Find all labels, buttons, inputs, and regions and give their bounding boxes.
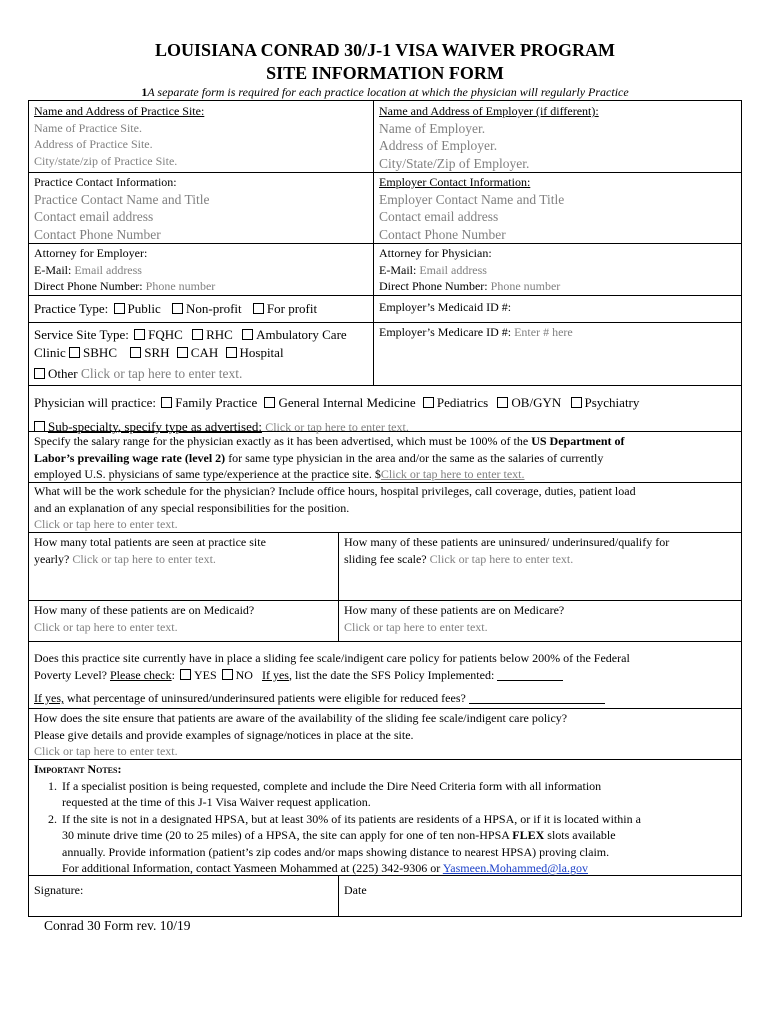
ambulatory-care-label: Ambulatory Care — [256, 327, 347, 342]
divider — [28, 322, 742, 323]
salary-text-2: for same type physician in the area and/or the same as the salaries of currently — [225, 450, 604, 465]
clinic-label: Clinic — [34, 345, 66, 360]
salary-field[interactable]: Click or tap here to enter text. — [380, 467, 525, 481]
practice-contact-name-field[interactable]: Practice Contact Name and Title — [34, 191, 210, 207]
patients-uninsured-question: How many of these patients are uninsured/ underinsured/qualify for — [344, 535, 670, 549]
practice-name-field[interactable]: Name of Practice Site. — [34, 120, 142, 135]
patients-medicaid-question: How many of these patients are on Medicaid? — [34, 603, 255, 617]
other-field[interactable]: Click or tap here to enter text. — [80, 366, 243, 381]
schedule-question-1: What will be the work schedule for the physician? Include office hours, hospital privileges, call coverage, duties, patient load — [34, 484, 636, 498]
attorney-physician-section — [379, 245, 560, 295]
rhc-checkbox[interactable] — [192, 329, 203, 340]
psychiatry-checkbox[interactable] — [571, 397, 582, 408]
ambulatory-care-checkbox[interactable] — [242, 329, 253, 340]
sfs-yes-label: YES — [193, 668, 217, 682]
signature-field[interactable] — [100, 878, 334, 914]
employer-heading: Name and Address of Employer (if different): — [379, 104, 599, 118]
employer-name-field[interactable]: Name of Employer. — [379, 120, 486, 136]
cah-checkbox[interactable] — [177, 347, 188, 358]
column-divider — [338, 532, 339, 641]
srh-checkbox[interactable] — [130, 347, 141, 358]
rhc-label: RHC — [206, 327, 233, 342]
date-label: Date — [344, 883, 367, 897]
attorney-physician-email-field[interactable]: Email address — [419, 262, 487, 277]
other-checkbox[interactable] — [34, 368, 45, 379]
public-checkbox[interactable] — [114, 303, 125, 314]
form-note — [0, 85, 770, 100]
salary-text-1: Specify the salary range for the physician exactly as it has been advertised, which must be 100% of the — [34, 434, 532, 448]
attorney-physician-phone-label: Direct Phone Number: — [379, 279, 488, 293]
awareness-field[interactable]: Click or tap here to enter text. — [34, 744, 178, 758]
patients-uninsured-field[interactable]: Click or tap here to enter text. — [429, 551, 574, 566]
form-subtitle: SITE INFORMATION FORM — [266, 63, 504, 83]
sbhc-label: SBHC — [83, 345, 117, 360]
subspecialty-checkbox[interactable] — [34, 421, 45, 432]
patients-medicare-section — [344, 602, 564, 635]
attorney-physician-heading: Attorney for Physician: — [379, 246, 492, 260]
employer-address-field[interactable]: Address of Employer. — [379, 138, 498, 153]
service-site-label: Service Site Type: — [34, 327, 129, 342]
employer-contact-name-field[interactable]: Employer Contact Name and Title — [379, 191, 565, 207]
awareness-section — [34, 710, 740, 760]
subspecialty-label: Sub-specialty, specify type as advertised: — [48, 419, 262, 434]
other-label: Other — [48, 366, 78, 381]
medicare-id-row — [379, 324, 573, 341]
practice-contact-heading: Practice Contact Information: — [34, 175, 177, 189]
internal-medicine-checkbox[interactable] — [264, 397, 275, 408]
sliding-fee-poverty: Poverty Level? — [34, 668, 110, 682]
date-field[interactable] — [380, 878, 738, 914]
patients-uninsured-section — [344, 534, 669, 567]
awareness-question-2: Please give details and provide examples of signage/notices in place at the site. — [34, 727, 414, 742]
practice-city-field[interactable]: City/state/zip of Practice Site. — [34, 153, 178, 168]
schedule-field[interactable]: Click or tap here to enter text. — [34, 517, 178, 531]
fqhc-label: FQHC — [148, 327, 183, 342]
practice-contact-phone-field[interactable]: Contact Phone Number — [34, 226, 161, 242]
srh-label: SRH — [144, 345, 170, 360]
sfs-yes-checkbox[interactable] — [180, 669, 191, 680]
practice-contact-email-field[interactable]: Contact email address — [34, 209, 154, 224]
medicare-id-label: Employer’s Medicare ID #: — [379, 325, 512, 339]
practice-site-section — [34, 103, 204, 169]
attorney-employer-phone-field[interactable]: Phone number — [145, 279, 216, 293]
sfs-percent-question: what percentage of uninsured/underinsured patients were eligible for reduced fees? — [64, 691, 466, 705]
salary-bold-2: Labor’s prevailing wage rate (level 2) — [34, 450, 226, 465]
form-revision: Conrad 30 Form rev. 10/19 — [44, 918, 191, 933]
sfs-no-label: NO — [235, 668, 253, 682]
note-item-1: 1. If a specialist position is being requested, complete and include the Dire Need Criteria form with all information requested at the time of this J-1 Visa Waiver request application. — [60, 778, 740, 811]
patients-medicaid-field[interactable]: Click or tap here to enter text. — [34, 619, 178, 634]
sfs-date-field[interactable] — [497, 680, 563, 681]
practice-site-heading: Name and Address of Practice Site: — [34, 104, 205, 118]
note-item-2: 2. If the site is not in a designated HPSA, but at least 30% of its patients are residents of a HPSA, or if it is located within a 30 minute drive time (20 to 25 miles) of a HPSA, the site can apply for one of ten non-HPSA FLEX slots available annually. Provide information (patient’s zip codes and/or maps showing distance to nearest HPSA) proving claim. For additional Information, contact Yasmeen Mohammed at (225) 342-9306 or Yasmeen.Mohammed@la.gov — [60, 811, 740, 877]
employer-city-field[interactable]: City/State/Zip of Employer. — [379, 155, 530, 171]
employer-contact-email-field[interactable]: Contact email address — [379, 209, 499, 224]
attorney-employer-email-field[interactable]: Email address — [74, 262, 142, 277]
practice-type-label: Practice Type: — [34, 301, 109, 316]
sfs-percent-field[interactable] — [469, 703, 605, 704]
physician-practice-label: Physician will practice: — [34, 395, 157, 410]
internal-medicine-label: General Internal Medicine — [278, 395, 416, 410]
page-title: LOUISIANA CONRAD 30/J-1 VISA WAIVER PROGRAM — [155, 40, 615, 60]
attorney-physician-phone-field[interactable]: Phone number — [490, 279, 561, 293]
patients-total-question: How many total patients are seen at practice site — [34, 535, 266, 549]
service-site-section — [34, 326, 347, 383]
physician-practice-section — [34, 392, 639, 436]
forprofit-checkbox[interactable] — [253, 303, 264, 314]
practice-contact-section — [34, 174, 209, 243]
practice-address-field[interactable]: Address of Practice Site. — [34, 137, 153, 151]
divider — [28, 172, 742, 173]
public-label: Public — [127, 301, 161, 316]
sliding-fee-section — [34, 650, 740, 707]
sfs-no-checkbox[interactable] — [222, 669, 233, 680]
if-yes-label: If yes — [261, 668, 289, 682]
sfs-date-question: , list the date the SFS Policy Implemented: — [288, 668, 495, 682]
attorney-employer-phone-label: Direct Phone Number: — [34, 279, 143, 293]
sbhc-checkbox[interactable] — [69, 347, 80, 358]
patients-total-section — [34, 534, 266, 567]
column-divider — [338, 875, 339, 917]
email-link[interactable]: Yasmeen.Mohammed@la.gov — [442, 861, 588, 875]
employer-section — [379, 103, 599, 172]
patients-medicare-question: How many of these patients are on Medicare? — [344, 603, 565, 617]
patients-medicare-field[interactable]: Click or tap here to enter text. — [344, 619, 488, 634]
attorney-employer-section — [34, 245, 215, 295]
patients-medicaid-section — [34, 602, 254, 635]
cah-label: CAH — [190, 345, 219, 360]
attorney-employer-email-label: E-Mail: — [34, 262, 72, 277]
pediatrics-label: Pediatrics — [436, 395, 489, 410]
salary-text-3: employed U.S. physicians of same type/experience at the practice site. $ — [34, 467, 381, 481]
awareness-question-1: How does the site ensure that patients are aware of the availability of the sliding fee scale/indigent care policy? — [34, 711, 568, 725]
notes-list — [34, 778, 740, 877]
employer-contact-heading: Employer Contact Information: — [379, 175, 531, 189]
hospital-checkbox[interactable] — [226, 347, 237, 358]
divider — [28, 295, 742, 296]
employer-contact-phone-field[interactable]: Contact Phone Number — [379, 226, 506, 242]
divider — [28, 243, 742, 244]
forprofit-label: For profit — [266, 301, 318, 316]
salary-section — [34, 433, 736, 483]
attorney-physician-email-label: E-Mail: — [379, 262, 417, 277]
medicare-id-field[interactable]: Enter # here — [514, 325, 573, 339]
practice-type-row — [34, 301, 317, 318]
divider — [28, 708, 742, 709]
pediatrics-checkbox[interactable] — [423, 397, 434, 408]
divider — [28, 385, 742, 386]
employer-contact-section — [379, 174, 564, 243]
note-text: A separate form is required for each practice location at which the physician will regularly Practice — [147, 85, 629, 99]
signature-label: Signature: — [34, 883, 84, 897]
family-practice-label: Family Practice — [175, 395, 258, 410]
patients-uninsured-question-2: sliding fee scale? — [344, 551, 427, 566]
attorney-employer-heading: Attorney for Employer: — [34, 246, 148, 260]
sliding-fee-question: Does this practice site currently have in place a sliding fee scale/indigent care policy for patients below 200% of the Federal — [34, 651, 630, 665]
patients-total-question-2: yearly? — [34, 551, 70, 566]
family-practice-checkbox[interactable] — [161, 397, 172, 408]
obgyn-label: OB/GYN — [511, 395, 562, 410]
colon: : — [171, 668, 175, 682]
nonprofit-checkbox[interactable] — [172, 303, 183, 314]
schedule-section — [34, 483, 740, 533]
important-notes-heading: Important Notes: — [34, 762, 122, 776]
note-number: 1 — [141, 85, 148, 99]
medicaid-id-label: Employer’s Medicaid ID #: — [379, 300, 512, 314]
obgyn-checkbox[interactable] — [497, 397, 508, 408]
if-yes-label-2: If yes, — [34, 691, 64, 705]
divider — [28, 641, 742, 642]
subspecialty-field[interactable]: Click or tap here to enter text. — [265, 420, 409, 434]
hospital-label: Hospital — [239, 345, 284, 360]
important-notes-section — [34, 761, 740, 877]
column-divider — [373, 100, 374, 385]
schedule-question-2: and an explanation of any special responsibilities for the position. — [34, 500, 350, 515]
please-check-label: Please check — [109, 668, 172, 682]
divider — [28, 600, 742, 601]
psychiatry-label: Psychiatry — [584, 395, 640, 410]
salary-bold-1: US Department of — [531, 434, 625, 448]
nonprofit-label: Non-profit — [186, 301, 242, 316]
fqhc-checkbox[interactable] — [134, 329, 145, 340]
patients-total-field[interactable]: Click or tap here to enter text. — [72, 551, 216, 566]
